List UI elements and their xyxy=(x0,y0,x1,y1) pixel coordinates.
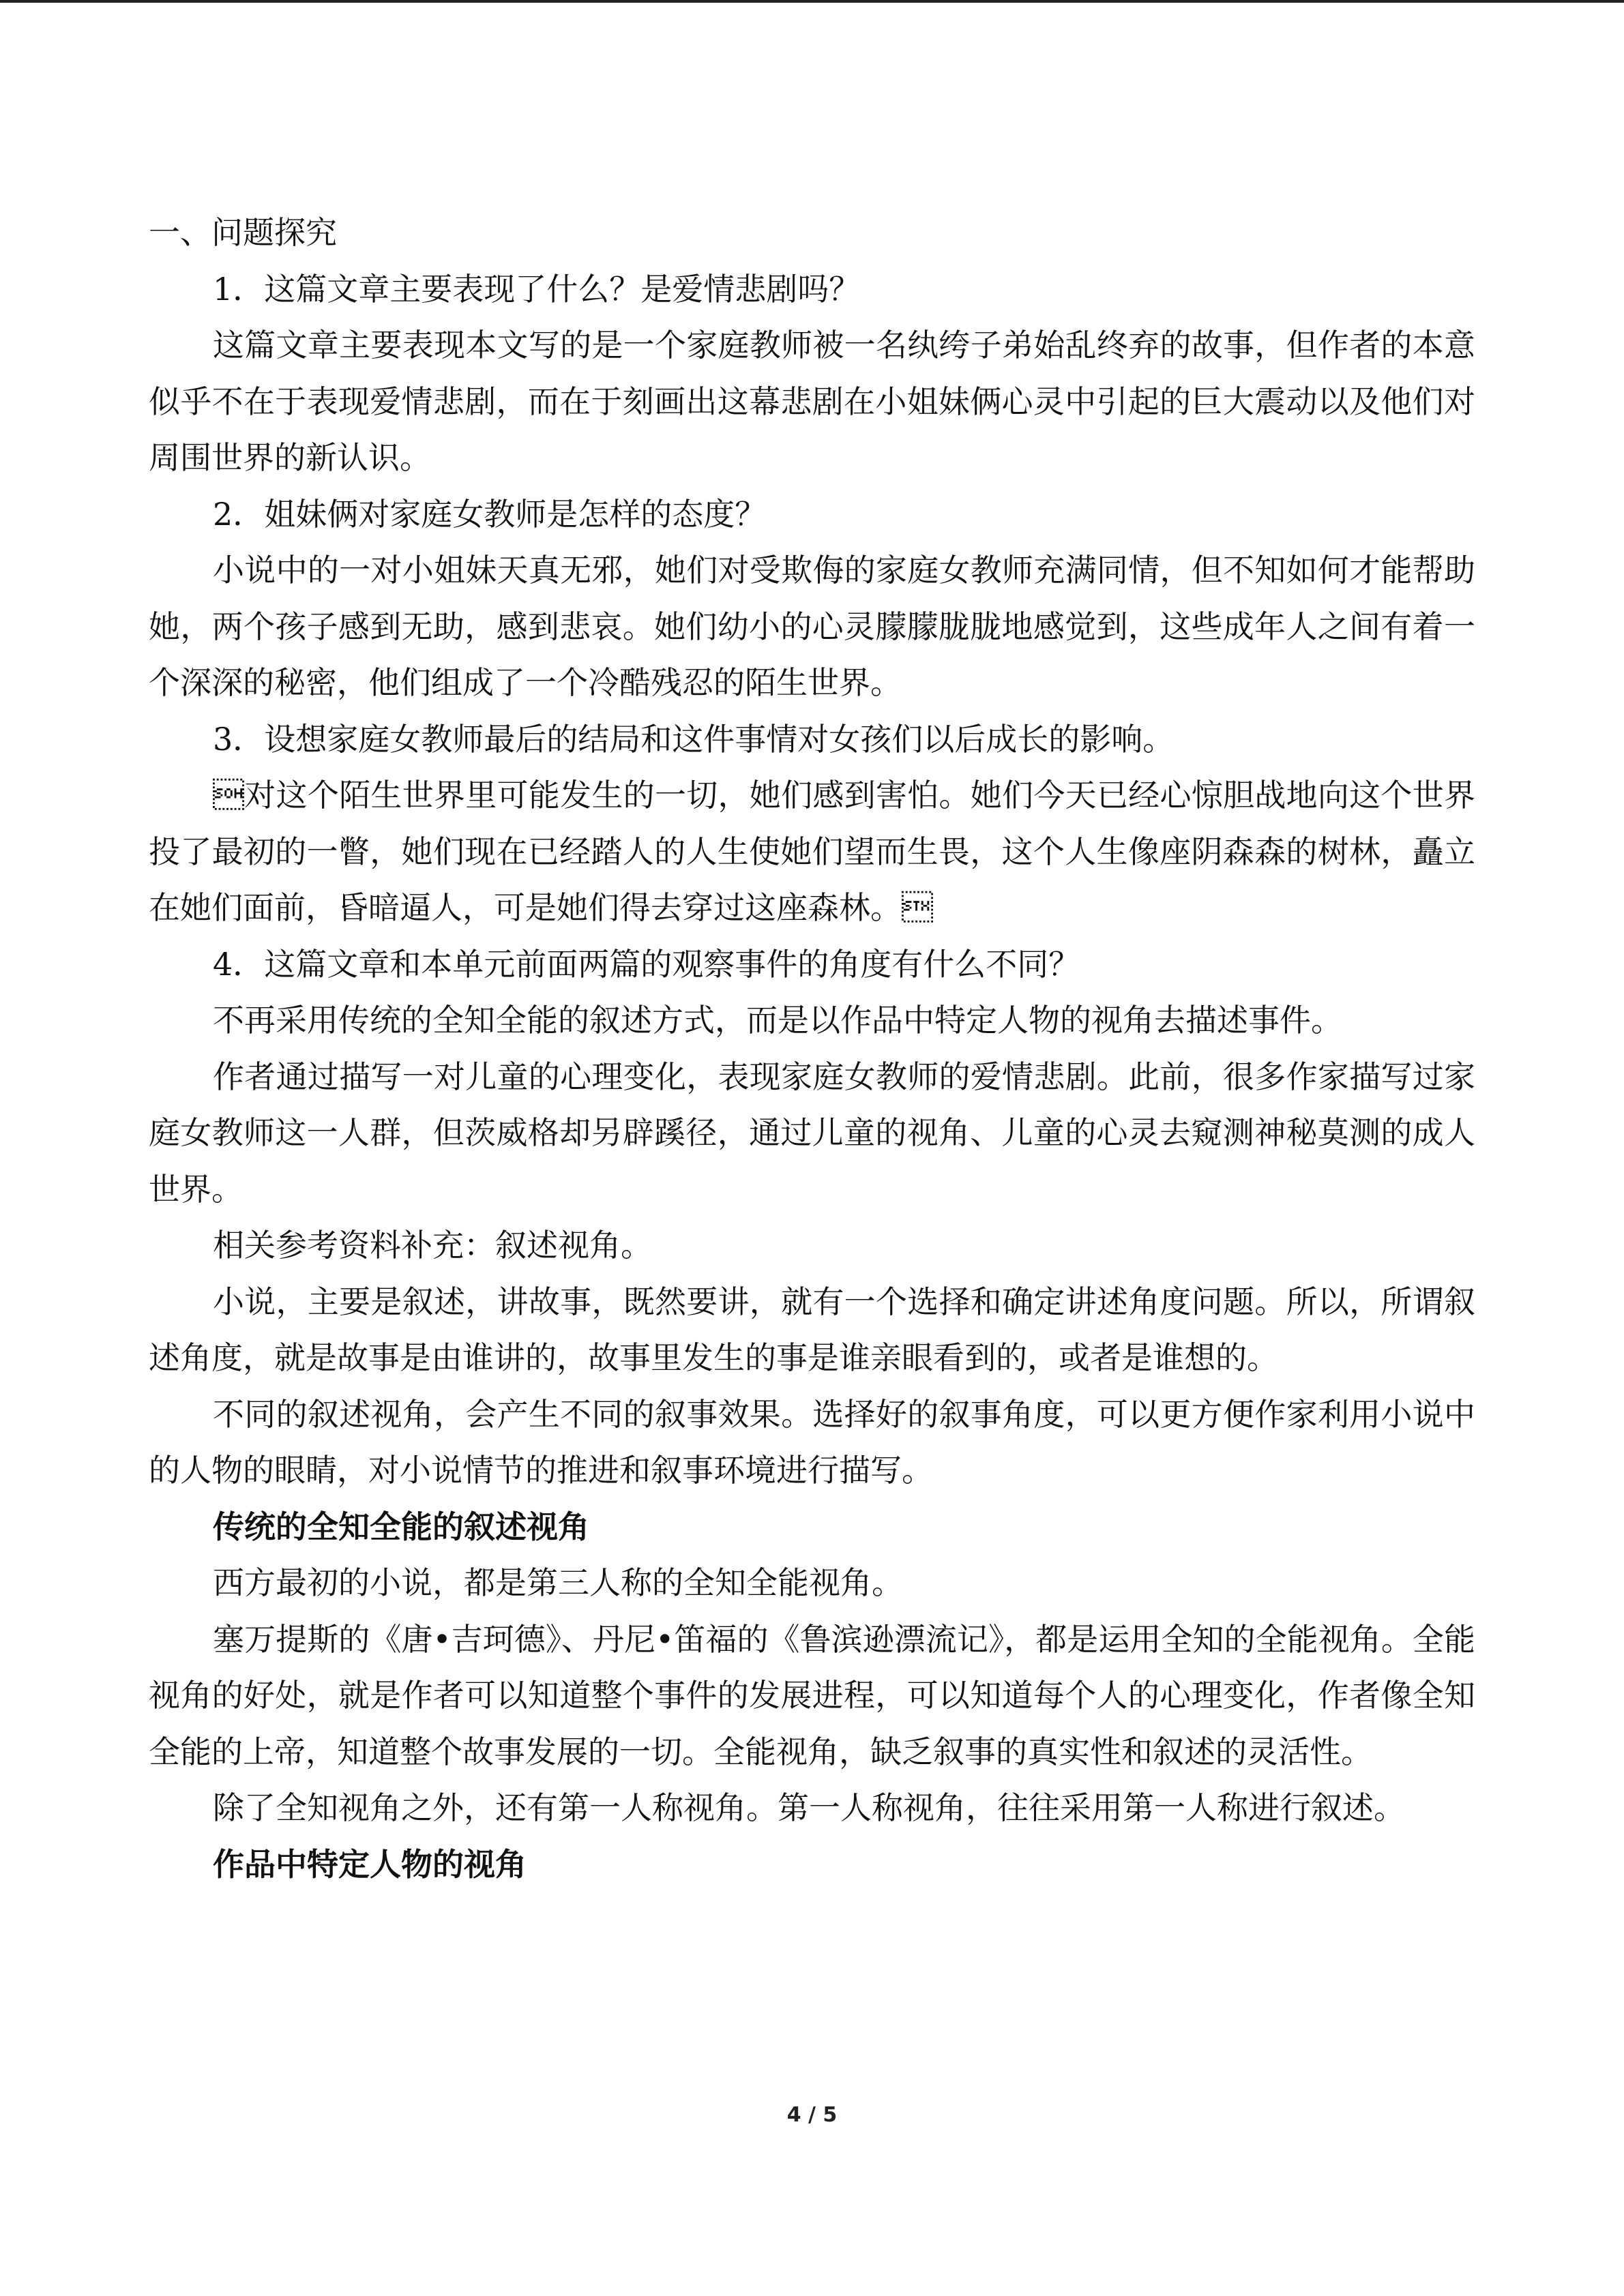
character-view-heading: 作品中特定人物的视角 xyxy=(213,1845,527,1883)
page-number: 4 / 5 xyxy=(786,2103,838,2127)
omniscient-heading: 传统的全知全能的叙述视角 xyxy=(213,1508,589,1545)
answer-4-part-2: 作者通过描写一对儿童的心理变化，表现家庭女教师的爱情悲剧。此前，很多作家描写过家庭女教师这一人群，但茨威格却另辟蹊径，通过儿童的视角、儿童的心灵去窥测神秘莫测的成人世界。 xyxy=(149,1058,1475,1208)
question-1: 1．这篇文章主要表现了什么？是爱情悲剧吗？ xyxy=(213,270,861,308)
section-heading: 一、问题探究 xyxy=(149,214,337,251)
reference-paragraph-2: 不同的叙述视角，会产生不同的叙事效果。选择好的叙事角度，可以更方便作家利用小说中的人物的眼睛，对小说情节的推进和叙事环境进行描写。 xyxy=(149,1395,1475,1489)
question-2: 2．姐妹俩对家庭女教师是怎样的态度？ xyxy=(213,495,767,533)
omniscient-paragraph-1: 西方最初的小说，都是第三人称的全知全能视角。 xyxy=(213,1564,903,1601)
answer-1: 这篇文章主要表现本文写的是一个家庭教师被一名纨绔子弟始乱终弃的故事，但作者的本意似乎不在于表现爱情悲剧，而在于刻画出这幕悲剧在小姐妹俩心灵中引起的巨大震动以及他们对周围世界的新认识。 xyxy=(149,327,1475,476)
omniscient-paragraph-2: 塞万提斯的《唐•吉珂德》、丹尼•笛福的《鲁滨逊漂流记》，都是运用全知的全能视角。全能视角的好处，就是作者可以知道整个事件的发展进程，可以知道每个人的心理变化，作者像全知全能的上帝，知道整个故事发展的一切。全能视角，缺乏叙事的真实性和叙述的灵活性。 xyxy=(149,1620,1475,1770)
top-border-rule xyxy=(0,0,1624,3)
reference-intro: 相关参考资料补充：叙述视角。 xyxy=(213,1227,652,1264)
document-body xyxy=(149,205,1475,1892)
answer-4-part-1: 不再采用传统的全知全能的叙述方式，而是以作品中特定人物的视角去描述事件。 xyxy=(213,1002,1342,1039)
reference-paragraph-1: 小说，主要是叙述，讲故事，既然要讲，就有一个选择和确定讲述角度问题。所以，所谓叙述角度，就是故事是由谁讲的，故事里发生的事是谁亲眼看到的，或者是谁想的。 xyxy=(149,1283,1475,1376)
answer-3: 对这个陌生世界里可能发生的一切，她们感到害怕。她们今天已经心惊胆战地向这个世界投了最初的一瞥，她们现在已经踏人的人生使她们望而生畏，这个人生像座阴森森的树林，矗立在她们面前，昏暗逼人，可是她们得去穿过这座森林。 xyxy=(149,777,1475,926)
omniscient-paragraph-3: 除了全知视角之外，还有第一人称视角。第一人称视角，往往采用第一人称进行叙述。 xyxy=(213,1789,1405,1826)
question-4: 4．这篇文章和本单元前面两篇的观察事件的角度有什么不同？ xyxy=(213,945,1080,983)
question-3: 3．设想家庭女教师最后的结局和这件事情对女孩们以后成长的影响。 xyxy=(213,720,1175,758)
answer-2: 小说中的一对小姐妹天真无邪，她们对受欺侮的家庭女教师充满同情，但不知如何才能帮助她，两个孩子感到无助，感到悲哀。她们幼小的心灵朦朦胧胧地感觉到，这些成年人之间有着一个深深的秘密，他们组成了一个冷酷残忍的陌生世界。 xyxy=(149,552,1475,701)
